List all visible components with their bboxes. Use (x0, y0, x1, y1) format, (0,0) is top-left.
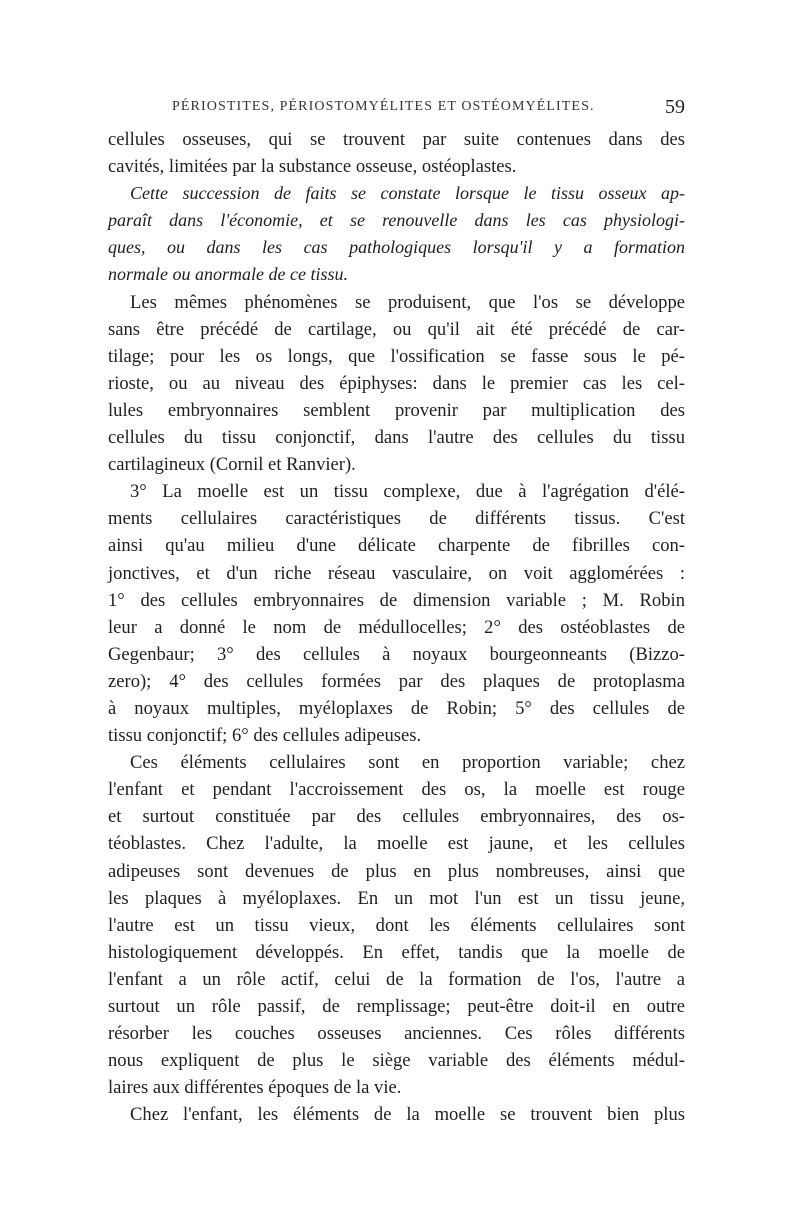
text-line: l'autre est un tissu vieux, dont les éléments cellulaires sont (108, 914, 685, 936)
text-line: leur a donné le nom de médullocelles; 2° des ostéoblastes de (108, 616, 685, 638)
text-line: sans être précédé de cartilage, ou qu'il ait été précédé de car- (108, 318, 685, 340)
text-line: histologiquement développés. En effet, tandis que la moelle de (108, 941, 685, 963)
text-line: 1° des cellules embryonnaires de dimension variable ; M. Robin (108, 589, 685, 611)
text-line: surtout un rôle passif, de remplissage; peut-être doit-il en outre (108, 996, 685, 1017)
text-line: Les mêmes phénomènes se produisent, que l'os se développe (130, 291, 685, 313)
text-line: ments cellulaires caractéristiques de différents tissus. C'est (108, 508, 685, 530)
text-line: Chez l'enfant, les éléments de la moelle se trouvent bien plus (130, 1104, 685, 1126)
text-line: 3° La moelle est un tissu complexe, due à l'agrégation d'élé- (130, 481, 685, 503)
text-line: cavités, limitées par la substance osseuse, ostéoplastes. (108, 156, 517, 178)
text-line: tissu conjonctif; 6° des cellules adipeuses. (108, 725, 422, 747)
text-line: paraît dans l'économie, et se renouvelle dans les cas physiologi- (108, 210, 685, 231)
body-text (108, 126, 685, 1128)
text-line: zero); 4° des cellules formées par des plaques de protoplasma (108, 670, 685, 692)
text-line: résorber les couches osseuses anciennes. Ces rôles différents (108, 1023, 685, 1045)
text-line: ainsi qu'au milieu d'une délicate charpente de fibrilles con- (108, 535, 685, 557)
text-line: rioste, ou au niveau des épiphyses: dans le premier cas les cel- (108, 372, 685, 394)
text-line: téoblastes. Chez l'adulte, la moelle est jaune, et les cellules (108, 833, 685, 855)
text-line: les plaques à myéloplaxes. En un mot l'un est un tissu jeune, (108, 887, 685, 909)
text-line: ques, ou dans les cas pathologiques lorsqu'il y a formation (108, 237, 685, 258)
text-line: cellules du tissu conjonctif, dans l'autre des cellules du tissu (108, 427, 685, 449)
page-number: 59 (665, 96, 685, 118)
text-line: Cette succession de faits se constate lorsque le tissu osseux ap- (130, 183, 685, 204)
text-line: adipeuses sont devenues de plus en plus nombreuses, ainsi que (108, 860, 685, 882)
running-header (108, 96, 685, 124)
text-line: jonctives, et d'un riche réseau vasculaire, on voit agglomérées : (108, 562, 685, 584)
text-line: tilage; pour les os longs, que l'ossification se fasse sous le pé- (108, 345, 685, 367)
text-line: Gegenbaur; 3° des cellules à noyaux bourgeonneants (Bizzo- (108, 643, 685, 665)
text-line: à noyaux multiples, myéloplaxes de Robin; 5° des cellules de (108, 697, 685, 719)
text-line: cellules osseuses, qui se trouvent par suite contenues dans des (108, 129, 685, 150)
text-line: cartilagineux (Cornil et Ranvier). (108, 454, 356, 476)
text-line: Ces éléments cellulaires sont en proportion variable; chez (130, 752, 685, 774)
text-line: l'enfant et pendant l'accroissement des os, la moelle est rouge (108, 779, 685, 801)
text-line: normale ou anormale de ce tissu. (108, 264, 348, 285)
text-line: lules embryonnaires semblent provenir par multiplication des (108, 399, 685, 421)
running-title: PÉRIOSTITES, PÉRIOSTOMYÉLITES ET OSTÉOMYÉLITES. (172, 99, 595, 114)
text-line: et surtout constituée par des cellules embryonnaires, des os- (108, 806, 685, 828)
text-line: laires aux différentes époques de la vie. (108, 1077, 402, 1099)
text-line: nous expliquent de plus le siège variable des éléments médul- (108, 1050, 685, 1072)
text-line: l'enfant a un rôle actif, celui de la formation de l'os, l'autre a (108, 968, 685, 990)
